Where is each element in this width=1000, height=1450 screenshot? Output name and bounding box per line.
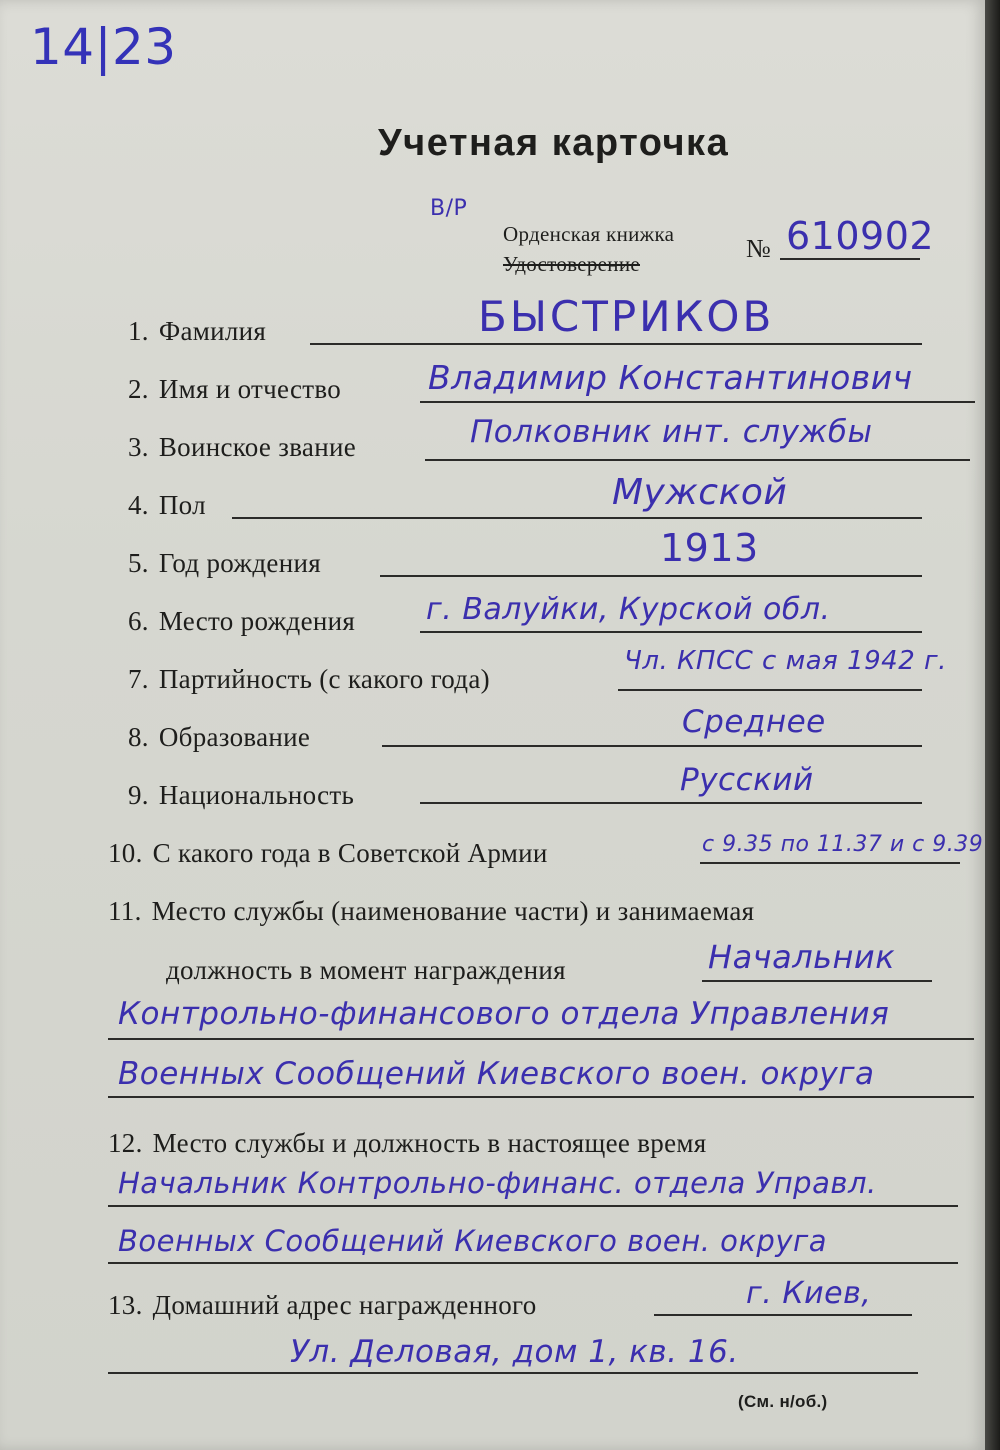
certificate-label: Удостоверение [503, 252, 640, 276]
field-13-label: 13. Домашний адрес награжденного [108, 1290, 537, 1320]
field-8-label: 8. Образование [128, 722, 311, 752]
field-11-label-line2: должность в момент награждения [166, 955, 566, 985]
field-9-value: Русский [680, 762, 814, 798]
field-8-value: Среднее [682, 704, 826, 740]
field-11-line2 [108, 1038, 974, 1040]
field-12-value-line1: Начальник Контрольно-финанс. отдела Управл. [118, 1166, 877, 1200]
field-11-value-line1: Начальник [708, 938, 896, 976]
field-7-line [618, 689, 922, 691]
field-11-line1 [702, 980, 932, 982]
field-9-label: 9. Национальность [128, 780, 355, 810]
field-8-line [382, 745, 922, 747]
field-1-value: БЫСТРИКОВ [478, 292, 775, 341]
field-11-value-line2: Контрольно-финансового отдела Управления [118, 996, 890, 1032]
field-12-label: 12. Место службы и должность в настоящее время [108, 1128, 707, 1158]
field-12-line2 [108, 1262, 958, 1264]
field-2-value: Владимир Константинович [428, 358, 913, 397]
field-10-label: 10. С какого года в Советской Армии [108, 838, 548, 868]
field-13-value-line2: Ул. Деловая, дом 1, кв. 16. [290, 1334, 739, 1370]
field-3-line [425, 459, 970, 461]
field-12-line1 [108, 1205, 958, 1207]
field-1-label: 1. Фамилия [128, 316, 267, 346]
field-9-line [420, 802, 922, 804]
field-4-label: 4. Пол [128, 490, 206, 520]
field-4-line [232, 517, 922, 519]
field-11-line3 [108, 1096, 974, 1098]
field-1-line [310, 343, 922, 345]
field-11-label-line1: 11. Место службы (наименование части) и занимаемая [108, 896, 755, 926]
field-6-value: г. Валуйки, Курской обл. [426, 592, 831, 627]
prefix-handwritten: В/Р [430, 196, 468, 221]
number-value: 610902 [786, 214, 935, 258]
number-sign: № [746, 234, 772, 263]
card-title: Учетная карточка [378, 122, 730, 164]
page-edge-shadow [985, 0, 1000, 1450]
order-book-label: Орденская книжка [503, 222, 675, 246]
field-2-label: 2. Имя и отчество [128, 374, 342, 404]
field-10-line [700, 862, 960, 864]
field-5-value: 1913 [660, 526, 759, 570]
field-2-line [420, 401, 975, 403]
field-13-line2 [108, 1372, 918, 1374]
field-6-line [420, 631, 922, 633]
field-5-line [380, 575, 922, 577]
footer-note: (См. н/об.) [738, 1392, 828, 1411]
archive-number: 14|23 [30, 18, 177, 76]
field-6-label: 6. Место рождения [128, 606, 356, 636]
field-5-label: 5. Год рождения [128, 548, 321, 578]
field-12-value-line2: Военных Сообщений Киевского воен. округа [118, 1224, 828, 1258]
field-4-value: Мужской [612, 472, 788, 513]
field-10-value: с 9.35 по 11.37 и с 9.39 [702, 832, 984, 857]
field-7-label: 7. Партийность (с какого года) [128, 664, 490, 694]
field-13-line1 [654, 1314, 912, 1316]
field-3-value: Полковник инт. службы [470, 414, 873, 450]
number-underline [780, 258, 920, 260]
field-3-label: 3. Воинское звание [128, 432, 356, 462]
field-7-value: Чл. КПСС с мая 1942 г. [624, 646, 947, 676]
field-11-value-line3: Военных Сообщений Киевского воен. округа [118, 1056, 875, 1092]
field-13-value-line1: г. Киев, [746, 1276, 872, 1311]
